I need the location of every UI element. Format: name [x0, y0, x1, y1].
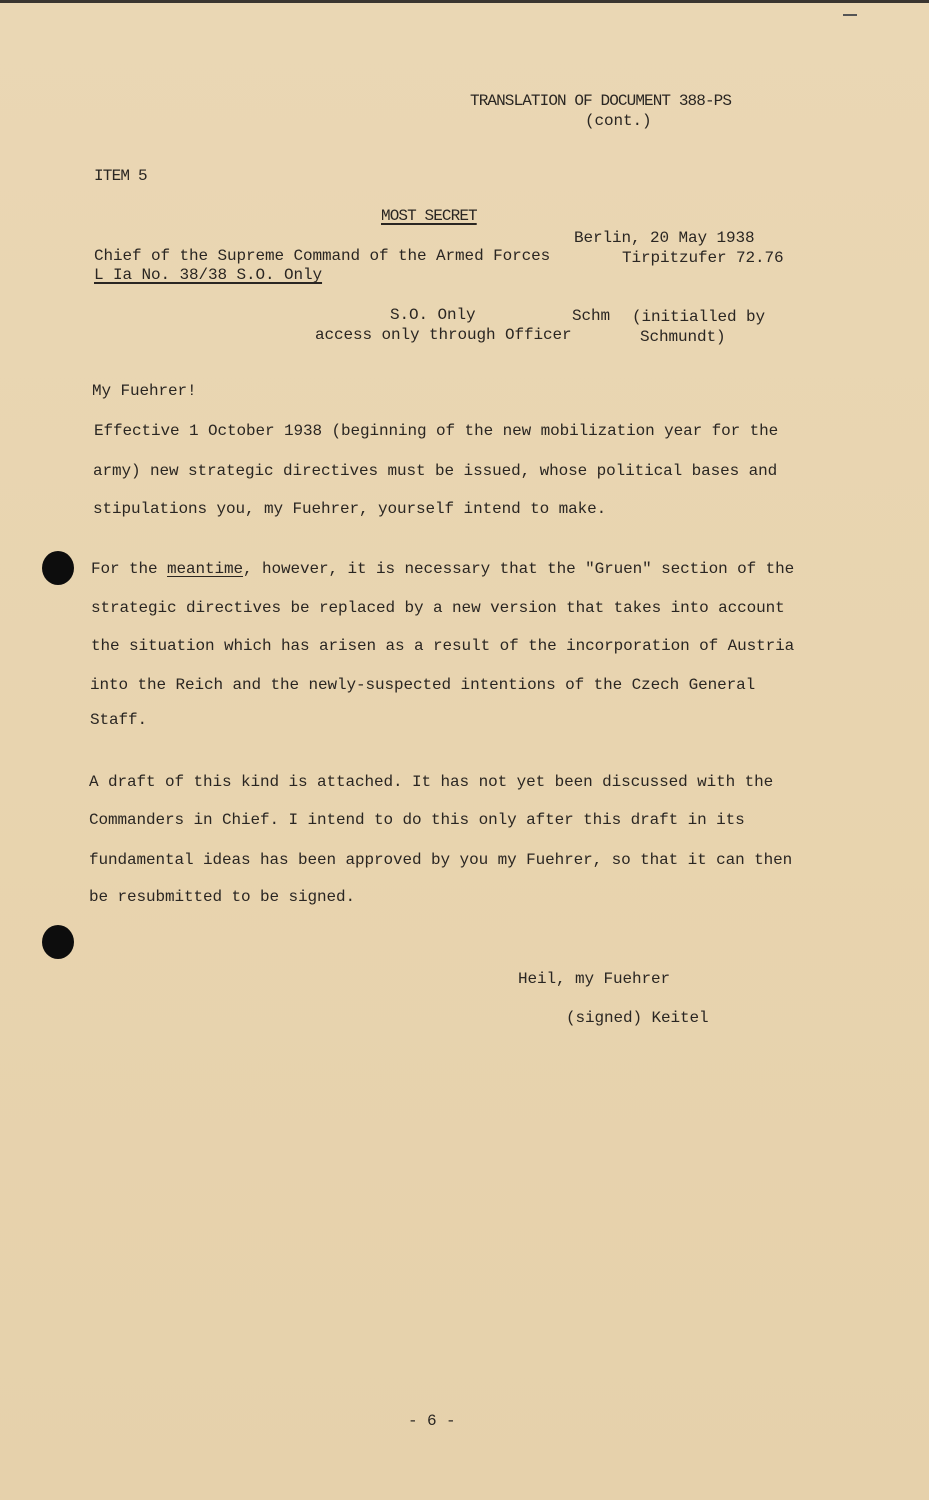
place-date: Berlin, 20 May 1938	[574, 229, 755, 247]
punch-hole	[42, 551, 74, 585]
classification: MOST SECRET	[381, 207, 477, 225]
punch-hole	[42, 925, 74, 959]
paragraph-2-line: strategic directives be replaced by a new version that takes into account	[91, 599, 785, 617]
sender: Chief of the Supreme Command of the Armed Forces	[94, 247, 551, 265]
top-edge	[0, 0, 929, 3]
document-title: TRANSLATION OF DOCUMENT 388-PS	[470, 92, 732, 110]
paragraph-2-line: the situation which has arisen as a result of the incorporation of Austria	[91, 637, 795, 655]
paragraph-2-line: Staff.	[90, 711, 148, 729]
paragraph-3-line: A draft of this kind is attached. It has not yet been discussed with the	[89, 773, 774, 791]
item-label: ITEM 5	[94, 167, 147, 185]
paragraph-1-line: army) new strategic directives must be issued, whose political bases and	[93, 462, 778, 480]
salutation: My Fuehrer!	[92, 382, 197, 400]
paragraph-3-line: Commanders in Chief. I intend to do this only after this draft in its	[89, 811, 745, 829]
paragraph-3-line: fundamental ideas has been approved by you my Fuehrer, so that it can then	[89, 851, 793, 869]
address: Tirpitzufer 72.76	[622, 249, 784, 267]
initials-note-2: Schmundt)	[640, 328, 726, 346]
reference-number: L Ia No. 38/38 S.O. Only	[94, 266, 323, 284]
closing: Heil, my Fuehrer	[518, 970, 671, 988]
paragraph-1-line: stipulations you, my Fuehrer, yourself intend to make.	[93, 500, 607, 518]
handling-line-1: S.O. Only	[390, 306, 476, 324]
initials-note-1: (initialled by	[632, 308, 766, 326]
underlined-word: meantime	[167, 560, 244, 578]
continued-label: (cont.)	[585, 112, 652, 130]
handling-line-2: access only through Officer	[315, 326, 572, 344]
paragraph-1-line: Effective 1 October 1938 (beginning of the new mobilization year for the	[94, 422, 779, 440]
signature: (signed) Keitel	[566, 1009, 709, 1027]
paragraph-2-line	[91, 559, 794, 579]
edge-mark	[843, 14, 857, 16]
page-number: - 6 -	[408, 1412, 456, 1430]
initials: Schm	[572, 307, 611, 325]
text: For the	[91, 560, 168, 578]
paragraph-3-line: be resubmitted to be signed.	[89, 888, 356, 906]
paragraph-2-line: into the Reich and the newly-suspected intentions of the Czech General	[90, 676, 756, 694]
text: , however, it is necessary that the "Gruen" section of the	[243, 560, 795, 578]
